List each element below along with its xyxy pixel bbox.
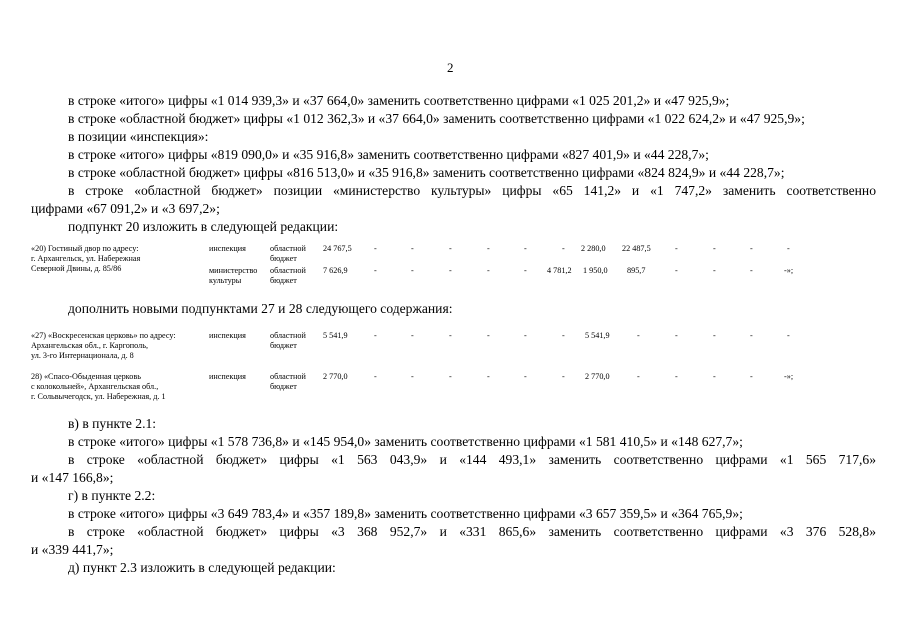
table-cell: - [524, 372, 527, 381]
page-number: 2 [447, 60, 454, 75]
table-cell: - [374, 244, 377, 253]
table-cell: - [524, 244, 527, 253]
text-line: д) пункт 2.3 изложить в следующей редакции: [68, 560, 336, 575]
table-cell-source: бюджет [270, 276, 297, 285]
table-cell: - [487, 331, 490, 340]
table-cell: - [675, 372, 678, 381]
table-cell: 2 280,0 [581, 244, 606, 253]
table-cell: - [713, 331, 716, 340]
table-cell-name: Архангельская обл., г. Каргополь, [31, 341, 149, 350]
text-line: в строке «областной бюджет» цифры «1 563 043,9» и «144 493,1» заменить соответственно цифрами «1 565 717,6» [68, 452, 876, 467]
table-cell: - [487, 266, 490, 275]
table-cell: - [675, 331, 678, 340]
text-line: цифрами «67 091,2» и «3 697,2»; [31, 201, 220, 216]
table-cell: 1 950,0 [583, 266, 608, 275]
table-cell-total: 24 767,5 [323, 244, 352, 253]
table-cell: - [411, 372, 414, 381]
table-cell: - [487, 244, 490, 253]
table-cell-org: инспекция [209, 331, 246, 340]
table-cell: - [713, 372, 716, 381]
text-line: и «339 441,7»; [31, 542, 114, 557]
table-cell: - [524, 331, 527, 340]
table-cell: - [374, 372, 377, 381]
table-cell-name: Северной Двины, д. 85/86 [31, 264, 122, 273]
text-line: в строке «итого» цифры «819 090,0» и «35 916,8» заменить соответственно цифрами «827 401,9» и «44 228,7»; [68, 147, 709, 162]
table-cell: - [562, 372, 565, 381]
table-cell: - [562, 331, 565, 340]
table-cell-source: бюджет [270, 341, 297, 350]
table-cell: - [787, 331, 790, 340]
table-cell: - [713, 266, 716, 275]
text-line: в строке «областной бюджет» позиции «министерство культуры» цифры «65 141,2» и «1 747,2» заменить соответственно [68, 183, 876, 198]
table-cell: - [411, 244, 414, 253]
table-cell: - [750, 331, 753, 340]
table-cell: -»; [784, 266, 794, 275]
table-cell-org: инспекция [209, 372, 246, 381]
text-line: в строке «итого» цифры «1 014 939,3» и «37 664,0» заменить соответственно цифрами «1 025 201,2» и «47 925,9»; [68, 93, 730, 108]
table-cell: - [374, 331, 377, 340]
table-cell: - [675, 244, 678, 253]
table-cell: - [449, 266, 452, 275]
table-cell: - [637, 372, 640, 381]
table-cell-name: с колокольней», Архангельская обл., [31, 382, 159, 391]
text-line: в строке «итого» цифры «1 578 736,8» и «145 954,0» заменить соответственно цифрами «1 581 410,5» и «148 627,7»; [68, 434, 743, 449]
table-cell: - [487, 372, 490, 381]
text-line: дополнить новыми подпунктами 27 и 28 следующего содержания: [68, 301, 453, 316]
table-cell: 4 781,2 [547, 266, 572, 275]
table-cell-source: областной [270, 331, 306, 340]
text-line: в) в пункте 2.1: [68, 416, 157, 431]
text-line: подпункт 20 изложить в следующей редакции: [68, 219, 339, 234]
table-cell-name: г. Архангельск, ул. Набережная [31, 254, 141, 263]
table-cell: - [713, 244, 716, 253]
table-cell-org: инспекция [209, 244, 246, 253]
table-cell: - [411, 266, 414, 275]
text-line: в строке «областной бюджет» цифры «1 012 362,3» и «37 664,0» заменить соответственно цифрами «1 022 624,2» и «47 925,9»; [68, 111, 805, 126]
text-line: в строке «областной бюджет» цифры «816 513,0» и «35 916,8» заменить соответственно цифрами «824 824,9» и «44 228,7»; [68, 165, 785, 180]
table-cell-source: бюджет [270, 254, 297, 263]
table-cell: - [411, 331, 414, 340]
text-line: в строке «итого» цифры «3 649 783,4» и «357 189,8» заменить соответственно цифрами «3 657 359,5» и «364 765,9»; [68, 506, 743, 521]
table-cell: -»; [784, 372, 794, 381]
table-cell-name: г. Сольвычегодск, ул. Набережная, д. 1 [31, 392, 166, 401]
table-cell: - [562, 244, 565, 253]
table-cell-org: культуры [209, 276, 242, 285]
table-cell-name: «20) Гостиный двор по адресу: [31, 244, 139, 253]
table-cell: 5 541,9 [585, 331, 610, 340]
table-cell: - [750, 372, 753, 381]
table-cell: - [449, 244, 452, 253]
table-cell-source: областной [270, 266, 306, 275]
table-cell: 22 487,5 [622, 244, 651, 253]
table-cell: - [637, 331, 640, 340]
text-line: в строке «областной бюджет» цифры «3 368 952,7» и «331 865,6» заменить соответственно цифрами «3 376 528,8» [68, 524, 876, 539]
table-cell: - [374, 266, 377, 275]
table-cell: - [750, 244, 753, 253]
table-cell: 895,7 [627, 266, 646, 275]
table-cell: - [787, 244, 790, 253]
table-cell-source: бюджет [270, 382, 297, 391]
table-cell-total: 2 770,0 [323, 372, 348, 381]
text-line: в позиции «инспекция»: [68, 129, 209, 144]
table-cell: - [750, 266, 753, 275]
table-cell-total: 5 541,9 [323, 331, 348, 340]
table-cell-total: 7 626,9 [323, 266, 348, 275]
table-cell: - [524, 266, 527, 275]
table-cell: - [449, 331, 452, 340]
table-cell-source: областной [270, 372, 306, 381]
table-cell: - [675, 266, 678, 275]
text-line: г) в пункте 2.2: [68, 488, 156, 503]
table-cell-name: ул. 3-го Интернационала, д. 8 [31, 351, 134, 360]
table-cell-name: «27) «Воскресенская церковь» по адресу: [31, 331, 176, 340]
text-line: и «147 166,8»; [31, 470, 114, 485]
table-cell-name: 28) «Спасо-Обыденная церковь [31, 372, 141, 381]
table-cell-source: областной [270, 244, 306, 253]
table-cell: - [449, 372, 452, 381]
table-cell: 2 770,0 [585, 372, 610, 381]
table-cell-org: министерство [209, 266, 258, 275]
